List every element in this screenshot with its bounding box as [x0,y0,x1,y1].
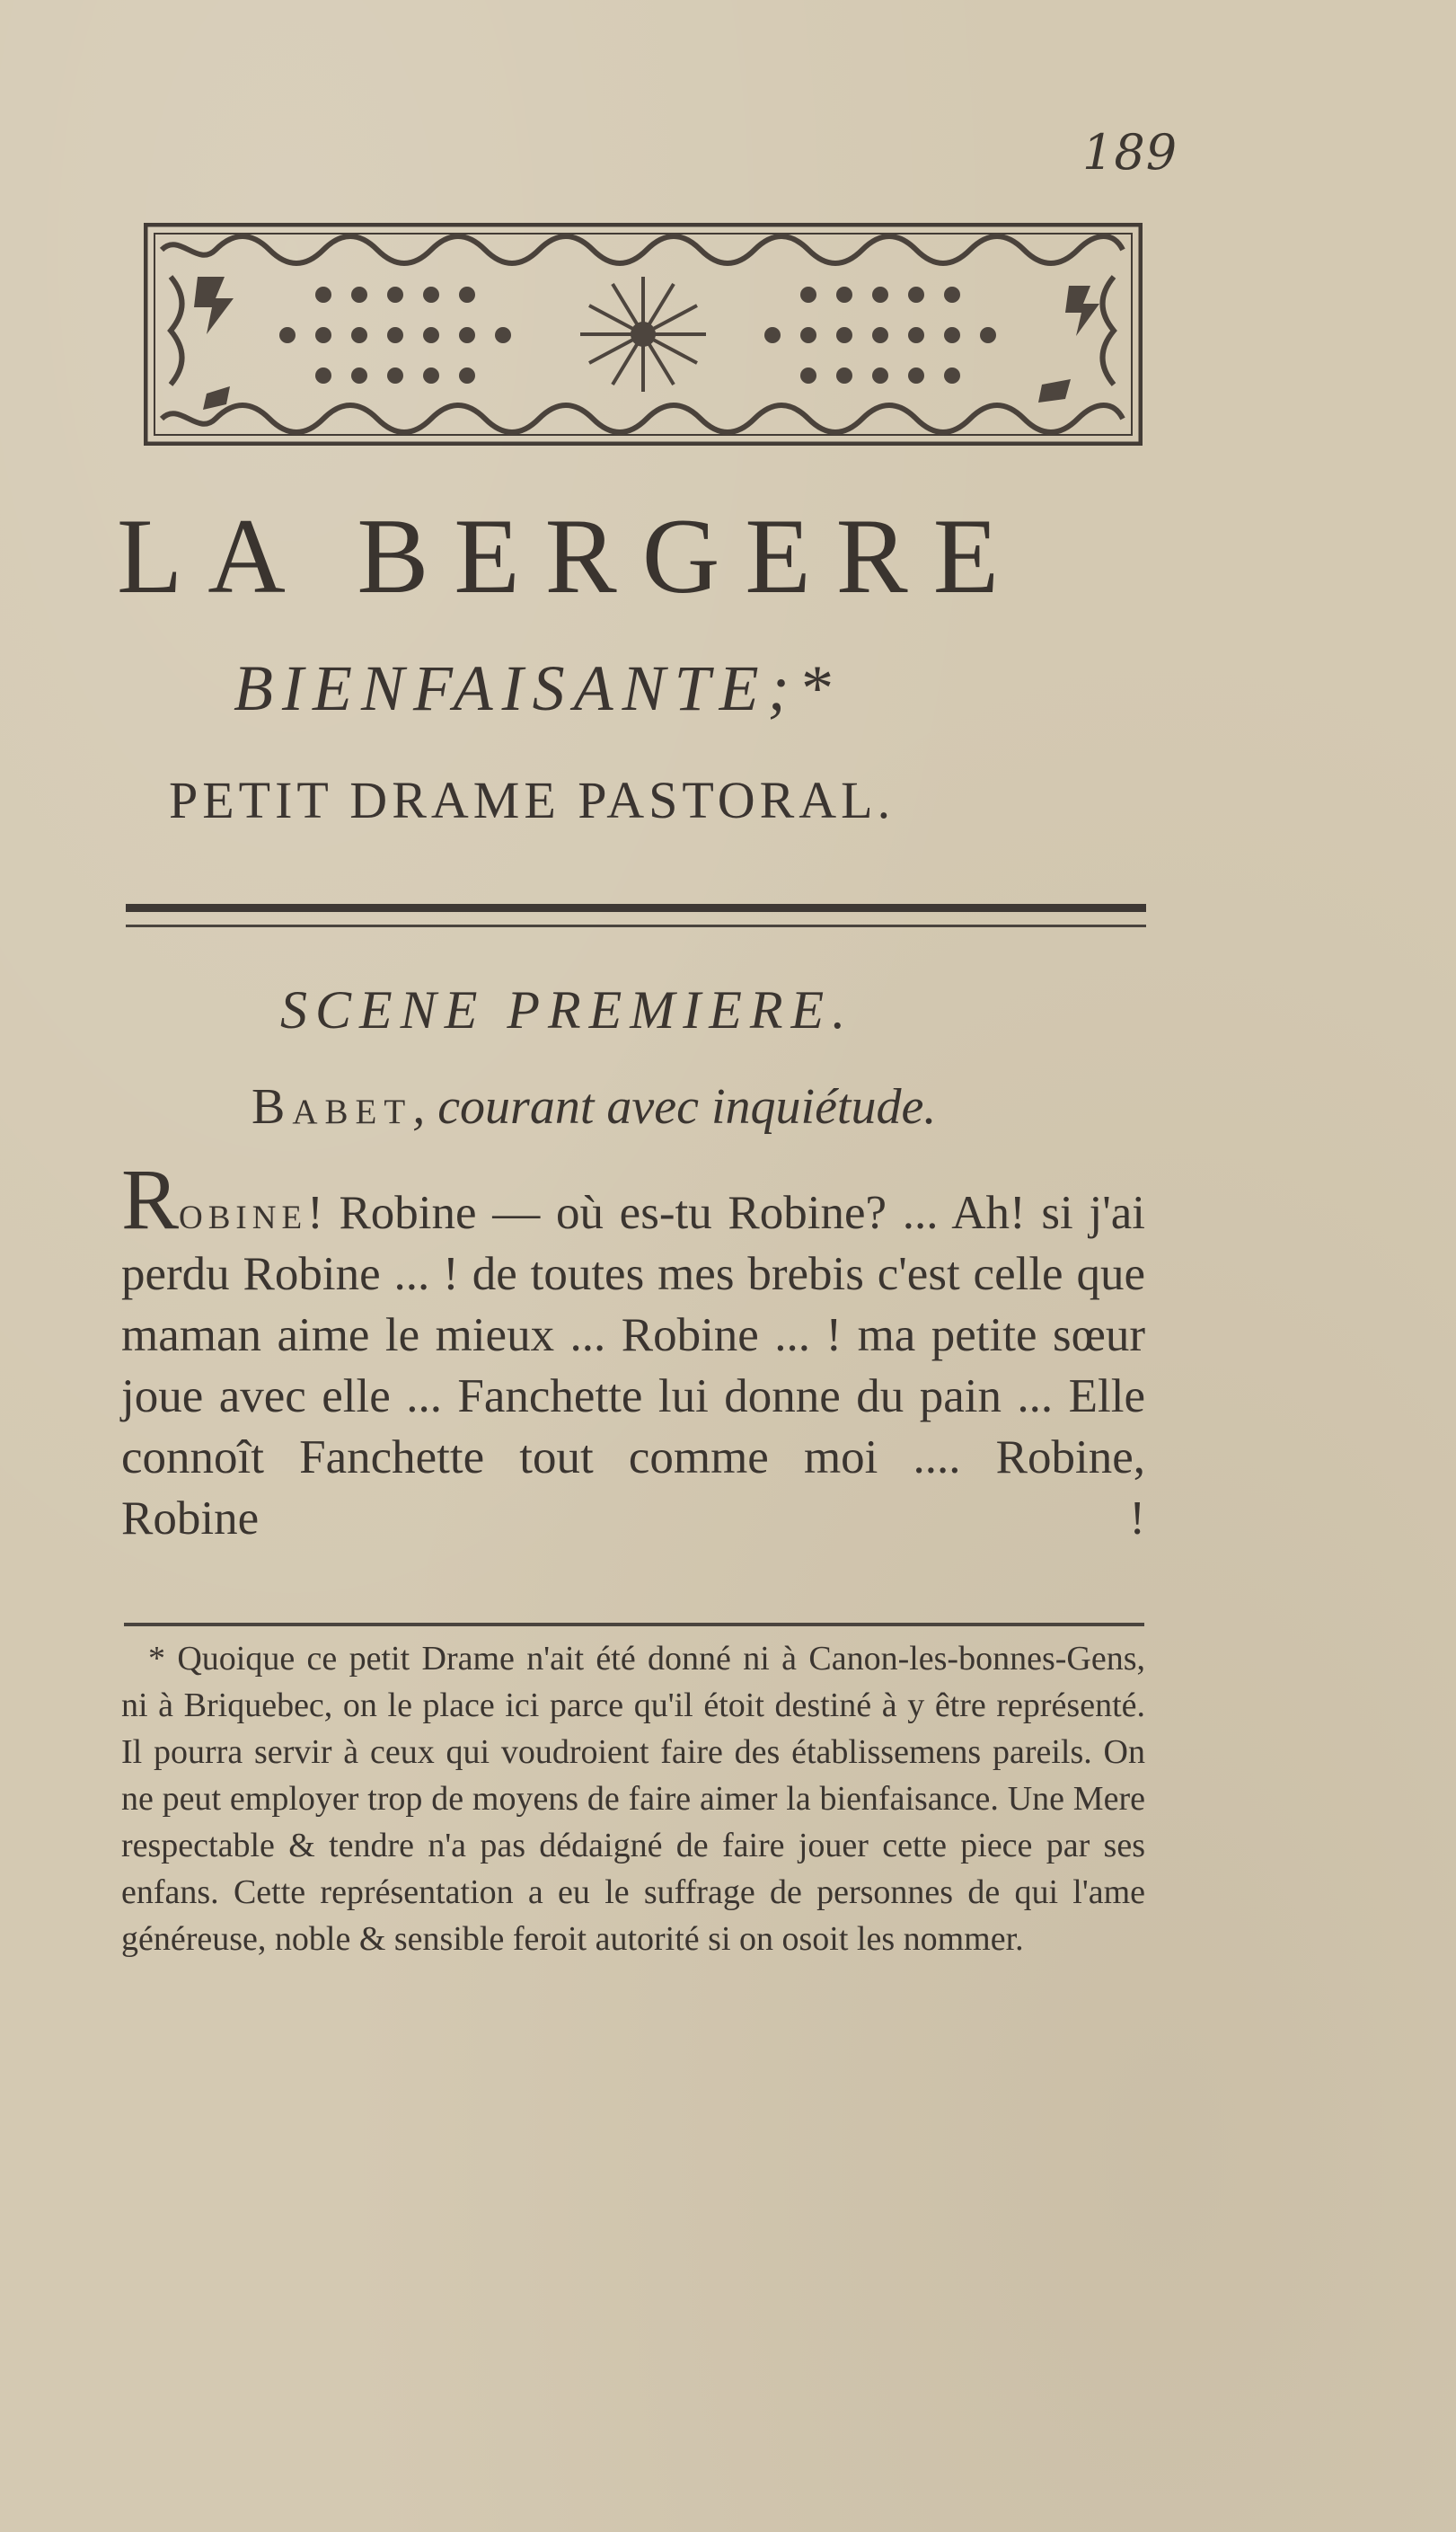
dialogue-text: ! Robine — où es-tu Robine? ... Ah! si j'ai perdu Robine ... ! de toutes mes brebis c'est celle que maman aime le mieux ... Robine ... ! ma petite sœur joue avec elle ... Fanchette lui donne du pain ... Elle connoît Fanchette tout comme moi .... Robine, Robine ! [121,1187,1145,1545]
dialogue-first-word: obine [179,1187,308,1239]
dialogue-paragraph [121,1151,1145,1549]
title-rule-thick [126,904,1146,912]
page-number: 189 [1082,124,1178,181]
drop-cap: R [121,1151,180,1247]
title-rule-thin [126,925,1146,927]
footnote-rule [124,1623,1144,1626]
title-main: LA BERGERE [117,496,1025,615]
speaker-name: Babet [251,1079,413,1135]
decorative-headpiece [144,223,1143,446]
title-genre: PETIT DRAME PASTORAL. [169,771,896,829]
scene-heading: SCENE PREMIERE. [280,980,854,1040]
footnote: * Quoique ce petit Drame n'ait été donné ni à Canon-les-bonnes-Gens, ni à Briquebec, on le place ici parce qu'il étoit destiné à y être représenté. Il pourra servir à ceux qui voudroient faire des établissemens pareils. On ne peut employer trop de moyens de faire aimer la bienfaisance. Une Mere respectable & tendre n'a pas dédaigné de faire jouer cette piece par ses enfans. Cette représentation a eu le suffrage de personnes de qui l'ame généreuse, noble & sensible feroit autorité si on osoit les nommer. [121,1640,1145,1958]
speaker-line [251,1078,936,1136]
stage-direction: , courant avec inquiétude. [412,1079,937,1135]
title-subtitle: BIENFAISANTE;* [234,652,840,724]
